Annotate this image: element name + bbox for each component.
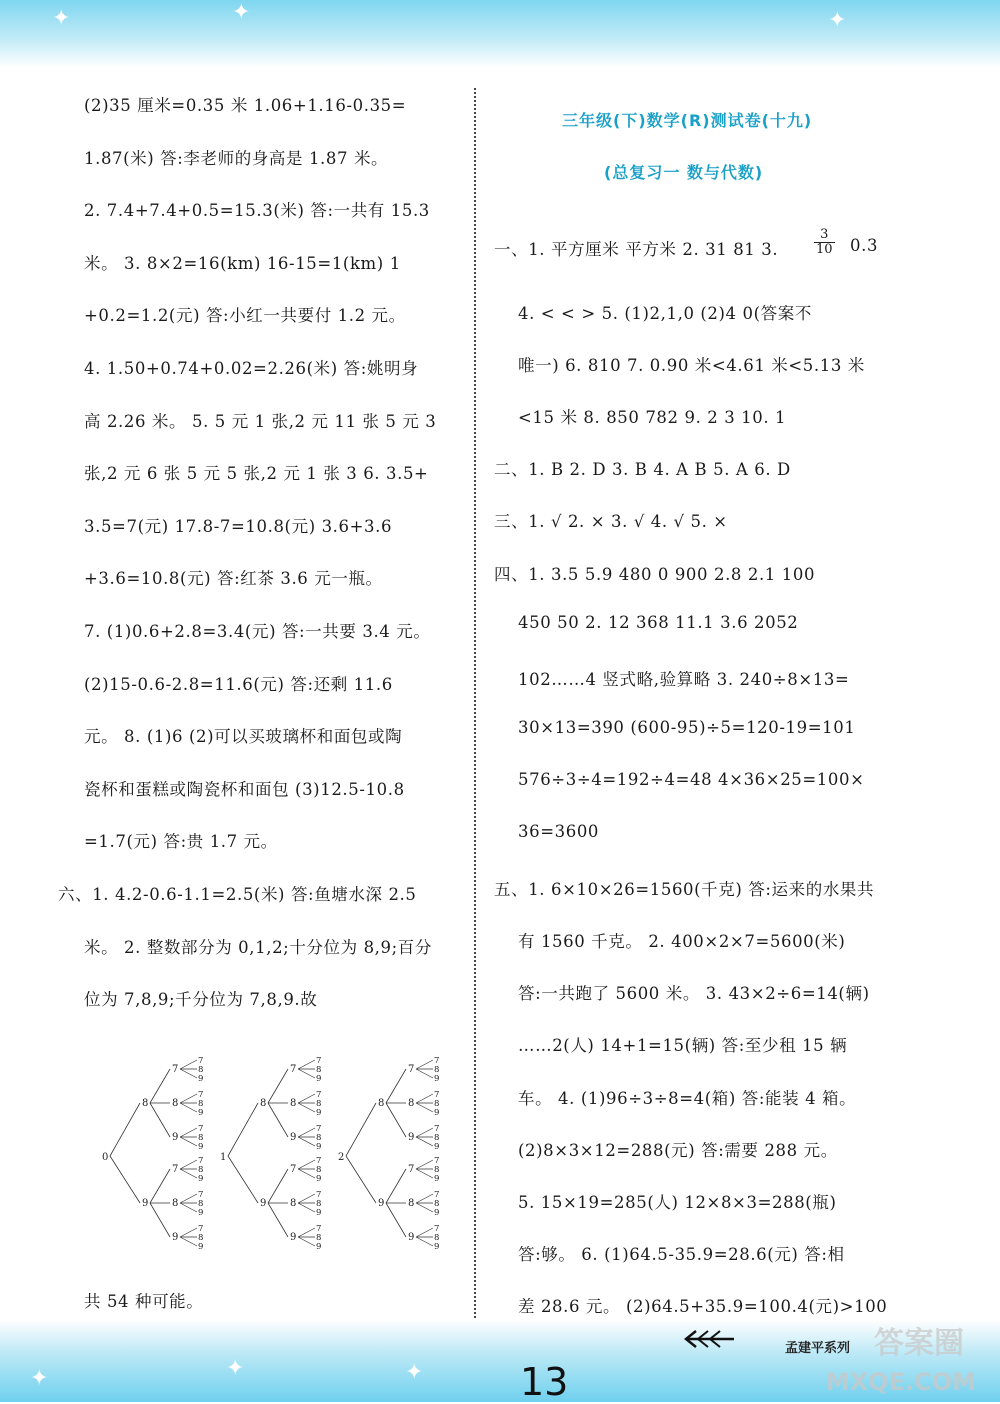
right-answer-line: 五、1. 6×10×26=1560(千克) 答:运来的水果共	[494, 880, 875, 899]
tree-branch	[180, 1128, 197, 1137]
fraction-numerator: 3	[814, 228, 835, 243]
tree-thousandths-digit: 9	[316, 1242, 322, 1252]
sparkle-icon: ✦	[52, 6, 71, 31]
tree-tenths-digit: 9	[260, 1198, 267, 1209]
tree-hundredths-digit: 7	[290, 1064, 297, 1075]
tree-hundredths-digit: 8	[172, 1198, 179, 1209]
tree-tenths-digit: 8	[142, 1098, 149, 1109]
tree-branch	[150, 1169, 170, 1203]
tree-branch	[298, 1160, 315, 1169]
right-answer-line: 102……4 竖式略,验算略 3. 240÷8×13=	[518, 670, 850, 689]
tree-thousandths-digit: 8	[434, 1133, 440, 1143]
right-answer-line: 36=3600	[518, 822, 600, 841]
tree-thousandths-digit: 7	[316, 1224, 322, 1234]
tree-thousandths-digit: 7	[316, 1156, 322, 1166]
left-answer-line: 米。 3. 8×2=16(km) 16-15=1(km) 1	[84, 253, 401, 273]
tree-hundredths-digit: 7	[290, 1164, 297, 1175]
tree-branch	[180, 1169, 197, 1178]
right-answer-line: 有 1560 千克。 2. 400×2×7=5600(米)	[518, 932, 846, 951]
left-answer-line: 1.87(米) 答:李老师的身高是 1.87 米。	[84, 148, 389, 168]
tree-branch	[416, 1069, 433, 1078]
tree-thousandths-digit: 7	[198, 1156, 204, 1166]
tree-branch	[268, 1169, 288, 1203]
tree-thousandths-digit: 7	[198, 1090, 204, 1100]
tree-thousandths-digit: 9	[434, 1174, 440, 1184]
tree-thousandths-digit: 7	[316, 1124, 322, 1134]
tree-branch	[180, 1069, 197, 1078]
tree-branch	[268, 1069, 288, 1103]
tree-thousandths-digit: 7	[316, 1190, 322, 1200]
tree-branch	[386, 1169, 406, 1203]
tree-thousandths-digit: 7	[198, 1224, 204, 1234]
tree-hundredths-digit: 9	[172, 1232, 179, 1243]
tree-branch	[268, 1103, 288, 1137]
right-answer-line: 答:够。 6. (1)64.5-35.9=28.6(元) 答:相	[518, 1245, 845, 1264]
right-answer-line: 450 50 2. 12 368 11.1 3.6 2052	[518, 613, 799, 632]
tree-branch	[416, 1237, 433, 1246]
tree-branch	[228, 1156, 258, 1203]
tree-branch	[298, 1094, 315, 1103]
tree-branch	[180, 1194, 197, 1203]
watermark-url: MXQE.COM	[825, 1368, 976, 1396]
left-answer-line: 元。 8. (1)6 (2)可以买玻璃杯和面包或陶	[84, 727, 403, 747]
tree-branch	[416, 1060, 433, 1069]
tree-thousandths-digit: 7	[434, 1090, 440, 1100]
tree-thousandths-digit: 8	[434, 1199, 440, 1209]
right-answer-line: (2)8×3×12=288(元) 答:需要 288 元。	[518, 1141, 838, 1160]
tree-branch	[298, 1194, 315, 1203]
left-answer-line: 2. 7.4+7.4+0.5=15.3(米) 答:一共有 15.3	[84, 201, 430, 221]
tree-thousandths-digit: 8	[316, 1133, 322, 1143]
tree-thousandths-digit: 8	[198, 1233, 204, 1243]
right-answer-line: 一、1. 平方厘米 平方米 2. 31 81 3.	[494, 240, 779, 259]
tree-branch	[298, 1137, 315, 1146]
tree-branch	[298, 1103, 315, 1112]
tree-branch	[386, 1103, 406, 1137]
tree-thousandths-digit: 8	[198, 1099, 204, 1109]
page-title: 三年级(下)数学(R)测试卷(十九)	[562, 111, 813, 130]
tree-branch	[386, 1203, 406, 1237]
tree-branch	[180, 1203, 197, 1212]
tree-thousandths-digit: 8	[434, 1165, 440, 1175]
tree-thousandths-digit: 9	[316, 1174, 322, 1184]
left-answer-line: 3.5=7(元) 17.8-7=10.8(元) 3.6+3.6	[84, 516, 393, 536]
tree-hundredths-digit: 9	[408, 1132, 415, 1143]
tree-branch	[150, 1103, 170, 1137]
tree-branch	[416, 1137, 433, 1146]
tree-hundredths-digit: 9	[408, 1232, 415, 1243]
left-answer-line: (2)35 厘米=0.35 米 1.06+1.16-0.35=	[84, 96, 407, 115]
tree-branch	[180, 1060, 197, 1069]
tree-thousandths-digit: 7	[434, 1156, 440, 1166]
left-answer-line: =1.7(元) 答:贵 1.7 元。	[84, 832, 278, 852]
right-answer-line: 唯一) 6. 810 7. 0.90 米<4.61 米<5.13 米	[518, 356, 865, 375]
tree-thousandths-digit: 9	[198, 1208, 204, 1218]
tree-branch	[298, 1169, 315, 1178]
fraction-denominator: 10	[816, 242, 833, 257]
tree-thousandths-digit: 7	[434, 1124, 440, 1134]
tree-branch	[180, 1237, 197, 1246]
tree-branch	[228, 1103, 258, 1156]
tree-thousandths-digit: 9	[434, 1074, 440, 1084]
tree-thousandths-digit: 7	[434, 1056, 440, 1066]
tree-thousandths-digit: 7	[316, 1056, 322, 1066]
tree-branch	[150, 1069, 170, 1103]
tree-thousandths-digit: 8	[434, 1065, 440, 1075]
tree-branch	[298, 1237, 315, 1246]
tree-hundredths-digit: 8	[408, 1198, 415, 1209]
tree-root-digit: 2	[338, 1152, 345, 1163]
tree-thousandths-digit: 7	[316, 1090, 322, 1100]
column-divider	[474, 88, 476, 1318]
tree-branch	[416, 1128, 433, 1137]
tree-thousandths-digit: 8	[198, 1199, 204, 1209]
sparkle-icon: ✦	[232, 0, 251, 25]
tree-thousandths-digit: 8	[198, 1133, 204, 1143]
sparkle-icon: ✦	[828, 8, 847, 33]
right-answer-line: <15 米 8. 850 782 9. 2 3 10. 1	[518, 408, 787, 427]
tree-thousandths-digit: 9	[434, 1142, 440, 1152]
tree-tenths-digit: 8	[378, 1098, 385, 1109]
tree-thousandths-digit: 9	[316, 1074, 322, 1084]
fraction-3-10	[814, 228, 835, 257]
right-answer-line: ……2(人) 14+1=15(辆) 答:至少租 15 辆	[518, 1036, 848, 1055]
page-subtitle: (总复习一 数与代数)	[604, 163, 764, 182]
right-answer-line: 车。 4. (1)96÷3÷8=4(箱) 答:能装 4 箱。	[518, 1089, 857, 1108]
tree-hundredths-digit: 7	[172, 1164, 179, 1175]
tree-thousandths-digit: 9	[316, 1108, 322, 1118]
left-answer-line: 4. 1.50+0.74+0.02=2.26(米) 答:姚明身	[84, 359, 419, 378]
tree-branch	[180, 1094, 197, 1103]
tree-branch	[110, 1103, 140, 1156]
right-answer-line: 30×13=390 (600-95)÷5=120-19=101	[518, 718, 856, 737]
left-answer-line: 7. (1)0.6+2.8=3.4(元) 答:一共要 3.4 元。	[84, 622, 431, 641]
tree-branch	[150, 1203, 170, 1237]
tree-branch	[180, 1160, 197, 1169]
top-decorative-band	[0, 0, 1000, 68]
right-answer-line: 二、1. B 2. D 3. B 4. A B 5. A 6. D	[494, 460, 791, 479]
page-number: 13	[520, 1360, 569, 1404]
tree-thousandths-digit: 7	[198, 1056, 204, 1066]
tree-thousandths-digit: 8	[316, 1199, 322, 1209]
left-answer-line: 六、1. 4.2-0.6-1.1=2.5(米) 答:鱼塘水深 2.5	[58, 885, 417, 904]
left-answer-line: 位为 7,8,9;千分位为 7,8,9.故	[84, 990, 318, 1010]
tree-thousandths-digit: 9	[198, 1142, 204, 1152]
tree-tenths-digit: 9	[378, 1198, 385, 1209]
tree-branch	[416, 1103, 433, 1112]
tree-branch	[298, 1060, 315, 1069]
tree-thousandths-digit: 7	[198, 1124, 204, 1134]
tree-branch	[268, 1203, 288, 1237]
tree-thousandths-digit: 9	[198, 1074, 204, 1084]
series-brand: 孟建平系列	[784, 1341, 850, 1356]
tree-root-digit: 1	[220, 1152, 227, 1163]
tree-thousandths-digit: 7	[434, 1190, 440, 1200]
tree-hundredths-digit: 7	[408, 1064, 415, 1075]
left-answer-line: 高 2.26 米。 5. 5 元 1 张,2 元 11 张 5 元 3	[84, 411, 437, 431]
tree-branch	[416, 1203, 433, 1212]
tree-branch	[298, 1069, 315, 1078]
tree-branch	[298, 1228, 315, 1237]
tree-thousandths-digit: 9	[316, 1142, 322, 1152]
tree-thousandths-digit: 8	[316, 1065, 322, 1075]
tree-thousandths-digit: 7	[434, 1224, 440, 1234]
tree-tenths-digit: 9	[142, 1198, 149, 1209]
right-answer-line: 4. < < > 5. (1)2,1,0 (2)4 0(答案不	[518, 304, 812, 323]
tree-thousandths-digit: 8	[434, 1099, 440, 1109]
tree-thousandths-digit: 9	[434, 1208, 440, 1218]
watermark-logo: 答案圈	[874, 1326, 964, 1361]
tree-thousandths-digit: 8	[316, 1099, 322, 1109]
tree-hundredths-digit: 9	[172, 1132, 179, 1143]
tree-tenths-digit: 8	[260, 1098, 267, 1109]
right-answer-line: 576÷3÷4=192÷4=48 4×36×25=100×	[518, 770, 865, 789]
left-final-text: 共 54 种可能。	[84, 1292, 204, 1311]
tree-thousandths-digit: 9	[434, 1242, 440, 1252]
tree-branch	[110, 1156, 140, 1203]
left-answer-line: +3.6=10.8(元) 答:红茶 3.6 元一瓶。	[84, 569, 383, 589]
tree-thousandths-digit: 9	[198, 1108, 204, 1118]
sparkle-icon: ✦	[30, 1366, 49, 1391]
tree-hundredths-digit: 9	[290, 1232, 297, 1243]
tree-thousandths-digit: 8	[316, 1233, 322, 1243]
sparkle-icon: ✦	[405, 1360, 424, 1385]
tree-thousandths-digit: 9	[198, 1242, 204, 1252]
sparkle-icon: ✦	[226, 1356, 245, 1381]
left-answer-line: 张,2 元 6 张 5 元 5 张,2 元 1 张 3 6. 3.5+	[84, 464, 429, 484]
tree-branch	[346, 1156, 376, 1203]
tree-thousandths-digit: 7	[198, 1190, 204, 1200]
tree-branch	[416, 1194, 433, 1203]
right-answer-line: 三、1. √ 2. × 3. √ 4. √ 5. ×	[494, 512, 728, 531]
tree-hundredths-digit: 8	[408, 1098, 415, 1109]
tree-thousandths-digit: 9	[434, 1108, 440, 1118]
tree-branch	[416, 1169, 433, 1178]
arrow-feather-icon	[684, 1328, 736, 1350]
tree-thousandths-digit: 8	[198, 1165, 204, 1175]
possibility-tree-diagram	[96, 1056, 466, 1262]
right-answer-line: 四、1. 3.5 5.9 480 0 900 2.8 2.1 100	[494, 565, 816, 584]
tree-thousandths-digit: 9	[316, 1208, 322, 1218]
left-answer-line: +0.2=1.2(元) 答:小红一共要付 1.2 元。	[84, 306, 406, 326]
tree-thousandths-digit: 8	[198, 1065, 204, 1075]
left-answer-line: 米。 2. 整数部分为 0,1,2;十分位为 8,9;百分	[84, 937, 432, 957]
left-answer-line: 瓷杯和蛋糕或陶瓷杯和面包 (3)12.5-10.8	[84, 779, 405, 799]
right-answer-line: 差 28.6 元。 (2)64.5+35.9=100.4(元)>100	[518, 1297, 888, 1316]
tree-hundredths-digit: 8	[290, 1098, 297, 1109]
tree-root-digit: 0	[102, 1152, 109, 1163]
fraction-after-text: 0.3	[850, 236, 879, 255]
tree-thousandths-digit: 8	[316, 1165, 322, 1175]
right-answer-line: 答:一共跑了 5600 米。 3. 43×2÷6=14(辆)	[518, 984, 870, 1003]
left-answer-line: (2)15-0.6-2.8=11.6(元) 答:还剩 11.6	[84, 674, 393, 694]
tree-branch	[416, 1094, 433, 1103]
tree-branch	[180, 1103, 197, 1112]
tree-branch	[386, 1069, 406, 1103]
tree-branch	[416, 1228, 433, 1237]
tree-hundredths-digit: 8	[172, 1098, 179, 1109]
tree-branch	[298, 1203, 315, 1212]
tree-thousandths-digit: 9	[198, 1174, 204, 1184]
tree-branch	[416, 1160, 433, 1169]
tree-branch	[180, 1137, 197, 1146]
tree-hundredths-digit: 8	[290, 1198, 297, 1209]
tree-hundredths-digit: 9	[290, 1132, 297, 1143]
tree-branch	[346, 1103, 376, 1156]
tree-thousandths-digit: 8	[434, 1233, 440, 1243]
right-answer-line: 5. 15×19=285(人) 12×8×3=288(瓶)	[518, 1193, 837, 1212]
tree-hundredths-digit: 7	[172, 1064, 179, 1075]
tree-branch	[298, 1128, 315, 1137]
tree-hundredths-digit: 7	[408, 1164, 415, 1175]
tree-branch	[180, 1228, 197, 1237]
